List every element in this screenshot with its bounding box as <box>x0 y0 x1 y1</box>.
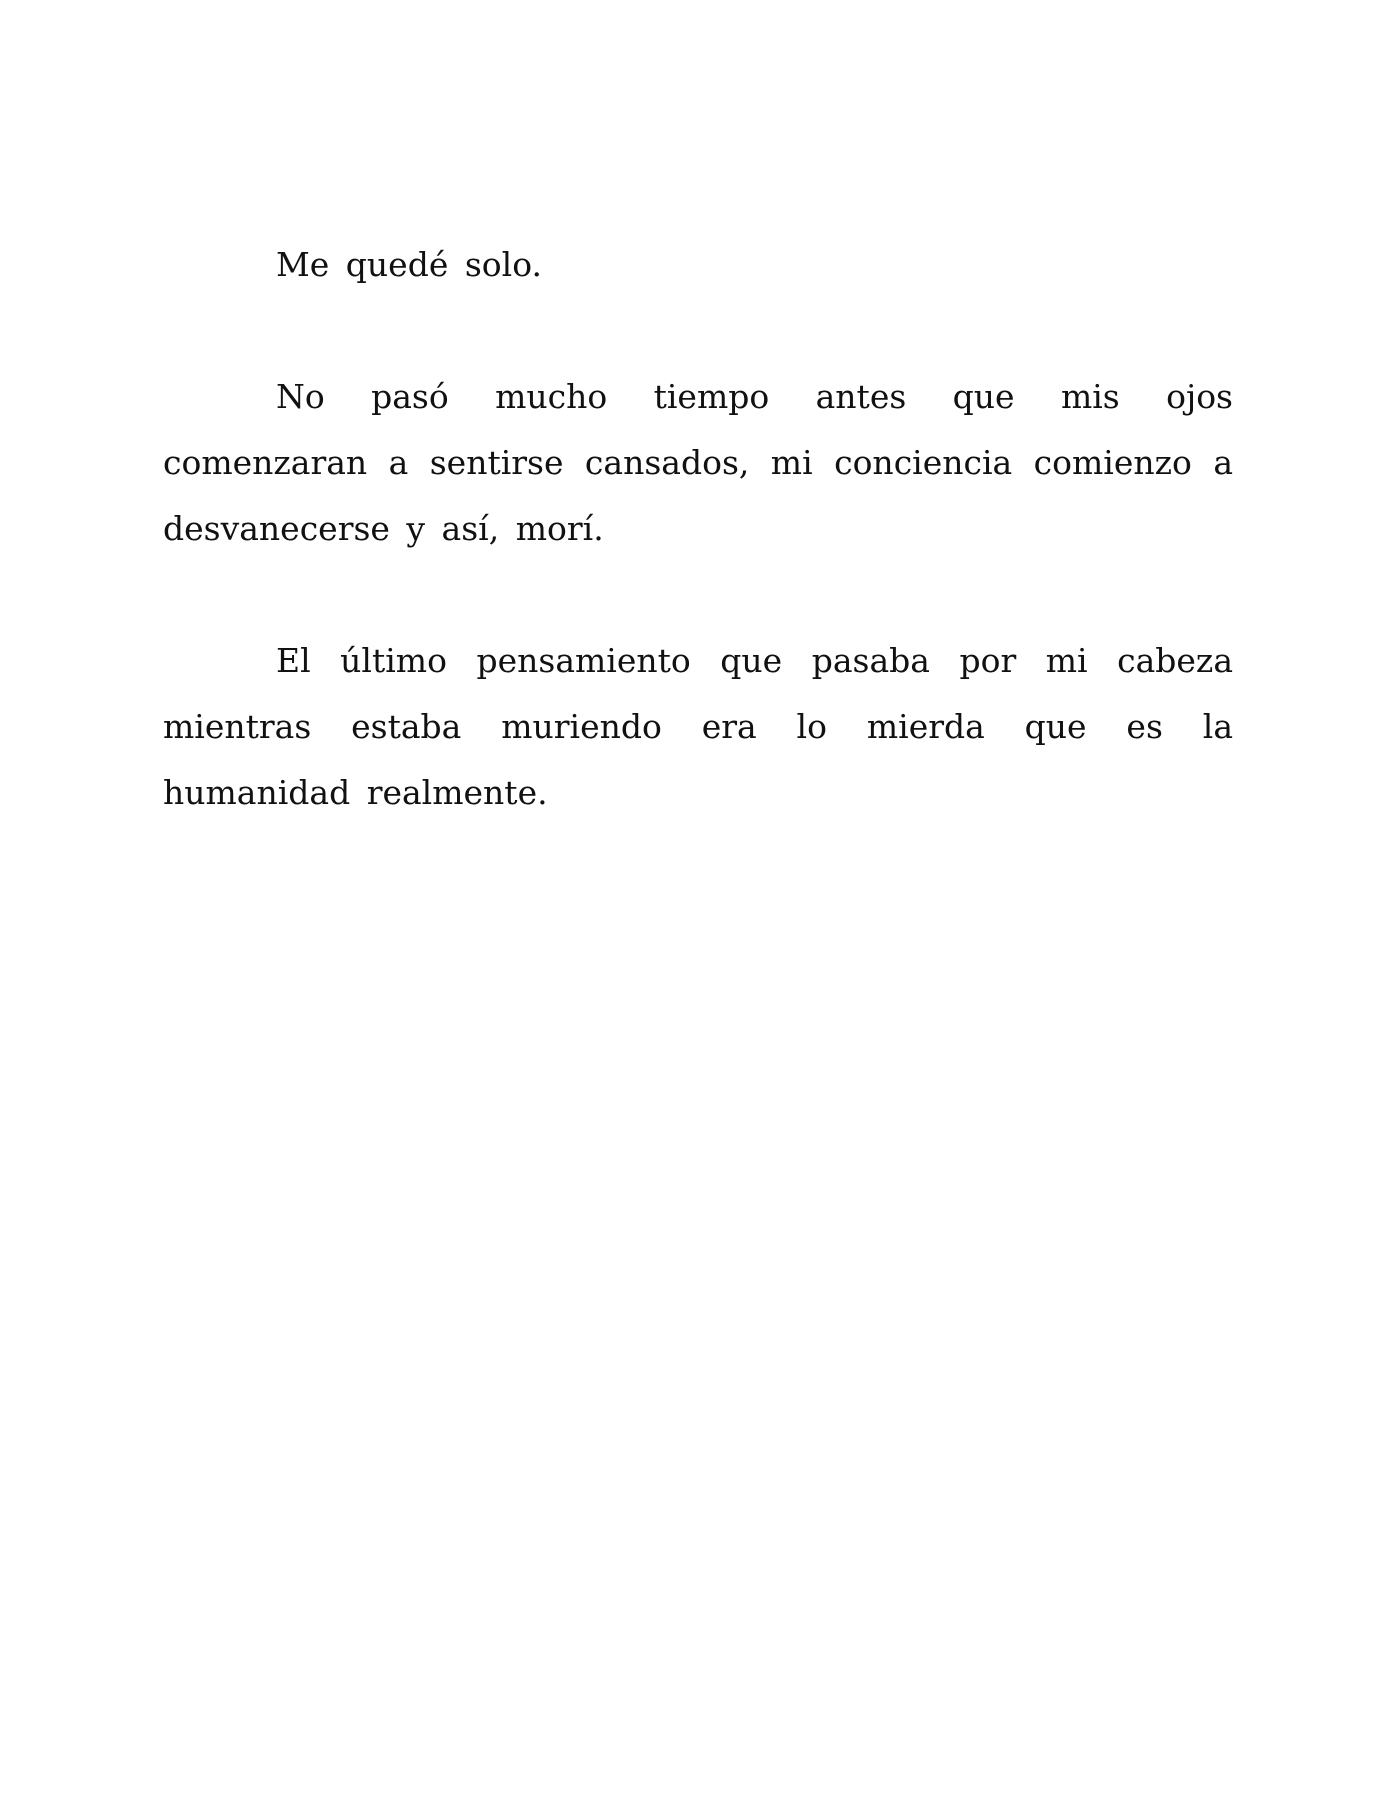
paragraph-1: Me quedé solo. <box>276 245 542 284</box>
body-text <box>163 232 1233 892</box>
paragraph-3: El último pensamiento que pasaba por mi cabeza mientras estaba muriendo era lo mierda que es la humanidad realmente. <box>163 641 1233 812</box>
paragraph-2: No pasó mucho tiempo antes que mis ojos comenzaran a sentirse cansados, mi conciencia comienzo a desvanecerse y así, morí. <box>163 377 1233 548</box>
